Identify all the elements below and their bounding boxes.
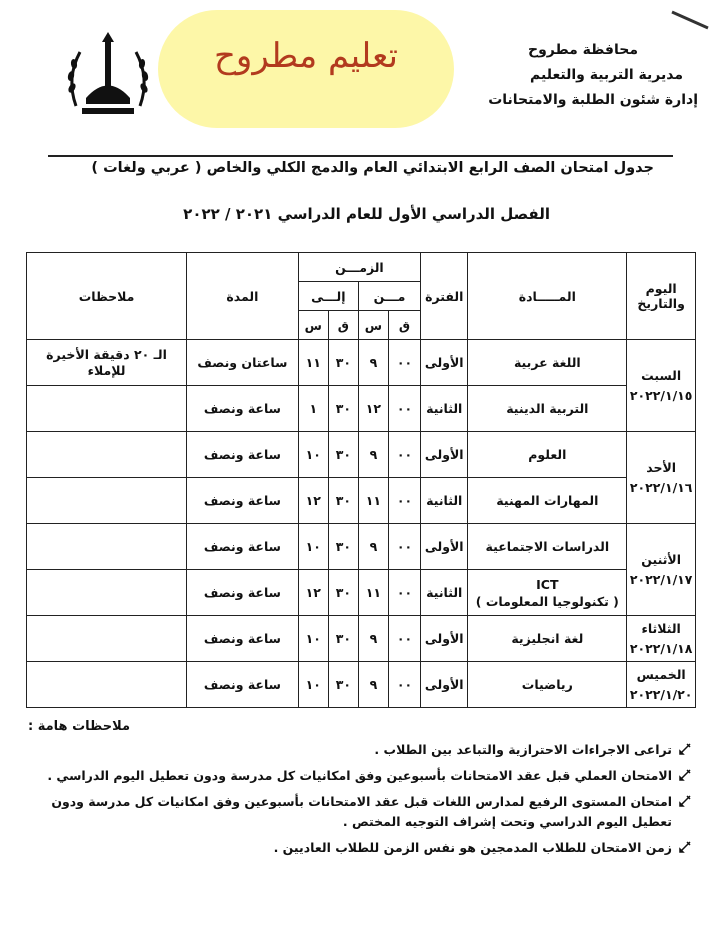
remark-cell xyxy=(27,616,187,662)
from-minute-cell: ٠٠ xyxy=(388,386,420,432)
to-hour-cell: ١٠ xyxy=(298,616,328,662)
remark-cell: الـ ٢٠ دقيقة الأخيرة للإملاء xyxy=(27,340,187,386)
day-date: ٢٠٢٢/١/١٧ xyxy=(629,571,693,587)
governorate-label: محافظة مطروح xyxy=(528,42,638,58)
day-date: ٢٠٢٢/١/١٥ xyxy=(629,387,693,403)
header-to: إلـــى xyxy=(298,282,358,311)
header-day-date: اليوم والتاريخ xyxy=(627,253,696,340)
remark-cell xyxy=(27,570,187,616)
pen-stroke-icon xyxy=(668,8,712,32)
subject-cell: الدراسات الاجتماعية xyxy=(468,524,627,570)
day-name: السبت xyxy=(641,367,682,383)
duration-cell: ساعة ونصف xyxy=(187,524,299,570)
remark-cell xyxy=(27,662,187,708)
header-duration: المدة xyxy=(187,253,299,340)
day-name: الأثنين xyxy=(641,551,682,567)
header-to-hour: س xyxy=(298,311,328,340)
header-from-minute: ق xyxy=(388,311,420,340)
subject-cell: التربية الدينية xyxy=(468,386,627,432)
subject-ict-sub: ( تكنولوجيا المعلومات ) xyxy=(475,593,619,609)
day-cell xyxy=(627,432,696,524)
table-row xyxy=(27,570,696,616)
schedule-subtitle: الفصل الدراسي الأول للعام الدراسي ٢٠٢١ / ٢٠٢٢ xyxy=(183,205,550,223)
to-minute-cell: ٣٠ xyxy=(328,662,358,708)
day-cell xyxy=(627,662,696,708)
period-cell: الثانية xyxy=(421,570,468,616)
period-cell: الأولى xyxy=(421,524,468,570)
remark-cell xyxy=(27,524,187,570)
list-item xyxy=(32,740,692,760)
to-minute-cell: ٣٠ xyxy=(328,432,358,478)
table-row xyxy=(27,524,696,570)
from-minute-cell: ٠٠ xyxy=(388,524,420,570)
to-hour-cell: ١٠ xyxy=(298,524,328,570)
subject-cell: لغة انجليزية xyxy=(468,616,627,662)
remark-cell xyxy=(27,386,187,432)
notes-title: ملاحظات هامة : xyxy=(28,719,130,734)
day-name: الخميس xyxy=(636,666,686,682)
note-text: امتحان المستوى الرفيع لمدارس اللغات قبل عقد الامتحانات بأسبوعين وفق امكانيات كل مدرسة ودون تعطيل اليوم الدراسي وتحت إشراف التوجيه المختص . xyxy=(51,794,672,829)
duration-cell: ساعتان ونصف xyxy=(187,340,299,386)
day-name: الأحد xyxy=(646,459,677,475)
from-minute-cell: ٠٠ xyxy=(388,662,420,708)
directorate-label: مديرية التربية والتعليم xyxy=(530,67,683,83)
to-hour-cell: ١ xyxy=(298,386,328,432)
header-time: الزمـــن xyxy=(298,253,420,282)
to-minute-cell: ٣٠ xyxy=(328,340,358,386)
list-item xyxy=(32,838,692,858)
table-row xyxy=(27,340,696,386)
to-minute-cell: ٣٠ xyxy=(328,616,358,662)
pencil-icon xyxy=(678,768,692,782)
duration-cell: ساعة ونصف xyxy=(187,478,299,524)
department-label: إدارة شئون الطلبة والامتحانات xyxy=(488,92,698,108)
to-hour-cell: ١٢ xyxy=(298,478,328,524)
day-name: الثلاثاء xyxy=(641,620,681,636)
from-hour-cell: ١٢ xyxy=(358,386,388,432)
from-minute-cell: ٠٠ xyxy=(388,340,420,386)
from-hour-cell: ٩ xyxy=(358,616,388,662)
period-cell: الثانية xyxy=(421,478,468,524)
duration-cell: ساعة ونصف xyxy=(187,386,299,432)
remark-cell xyxy=(27,478,187,524)
from-minute-cell: ٠٠ xyxy=(388,478,420,524)
period-cell: الثانية xyxy=(421,386,468,432)
day-date: ٢٠٢٢/١/١٨ xyxy=(629,640,693,656)
period-cell: الأولى xyxy=(421,662,468,708)
to-minute-cell: ٣٠ xyxy=(328,478,358,524)
note-text: الامتحان العملي قبل عقد الامتحانات بأسبوعين وفق امكانيات كل مدرسة ودون تعطيل اليوم الدراسي . xyxy=(47,768,672,783)
header-divider xyxy=(48,155,673,157)
period-cell: الأولى xyxy=(421,616,468,662)
day-cell xyxy=(627,616,696,662)
subject-cell: العلوم xyxy=(468,432,627,478)
duration-cell: ساعة ونصف xyxy=(187,570,299,616)
period-cell: الأولى xyxy=(421,340,468,386)
issuer-block xyxy=(398,38,698,113)
table-row xyxy=(27,386,696,432)
table-row xyxy=(27,432,696,478)
duration-cell: ساعة ونصف xyxy=(187,616,299,662)
day-cell xyxy=(627,524,696,616)
from-hour-cell: ٩ xyxy=(358,340,388,386)
to-minute-cell: ٣٠ xyxy=(328,386,358,432)
from-minute-cell: ٠٠ xyxy=(388,616,420,662)
day-cell xyxy=(627,340,696,432)
from-hour-cell: ٩ xyxy=(358,432,388,478)
to-hour-cell: ١٠ xyxy=(298,432,328,478)
pencil-icon xyxy=(678,840,692,854)
period-cell: الأولى xyxy=(421,432,468,478)
subject-cell xyxy=(468,570,627,616)
to-hour-cell: ١٠ xyxy=(298,662,328,708)
from-hour-cell: ٩ xyxy=(358,524,388,570)
pencil-icon xyxy=(678,742,692,756)
to-minute-cell: ٣٠ xyxy=(328,570,358,616)
day-date: ٢٠٢٢/١/٢٠ xyxy=(629,686,693,702)
from-minute-cell: ٠٠ xyxy=(388,432,420,478)
ministry-emblem-icon xyxy=(58,28,158,128)
list-item xyxy=(32,766,692,786)
header-subject: المـــــادة xyxy=(468,253,627,340)
duration-cell: ساعة ونصف xyxy=(187,662,299,708)
schedule-title: جدول امتحان الصف الرابع الابتدائي العام والدمج الكلي والخاص ( عربي ولغات ) xyxy=(91,160,654,176)
list-item xyxy=(32,792,692,832)
from-minute-cell: ٠٠ xyxy=(388,570,420,616)
header-from: مـــن xyxy=(358,282,420,311)
subject-cell: رياضيات xyxy=(468,662,627,708)
subject-cell: اللغة عربية xyxy=(468,340,627,386)
table-row xyxy=(27,616,696,662)
header-remarks: ملاحظات xyxy=(27,253,187,340)
exam-schedule-table xyxy=(26,252,696,708)
subject-cell: المهارات المهنية xyxy=(468,478,627,524)
duration-cell: ساعة ونصف xyxy=(187,432,299,478)
remark-cell xyxy=(27,432,187,478)
pencil-icon xyxy=(678,794,692,808)
subject-ict: ICT xyxy=(536,576,559,592)
header-from-hour: س xyxy=(358,311,388,340)
brand-title: تعليم مطروح xyxy=(213,36,399,76)
to-minute-cell: ٣٠ xyxy=(328,524,358,570)
note-text: زمن الامتحان للطلاب المدمجين هو نفس الزمن للطلاب العاديين . xyxy=(273,840,672,855)
to-hour-cell: ١١ xyxy=(298,340,328,386)
from-hour-cell: ١١ xyxy=(358,478,388,524)
table-row xyxy=(27,662,696,708)
table-row xyxy=(27,478,696,524)
header-period: الفترة xyxy=(421,253,468,340)
day-date: ٢٠٢٢/١/١٦ xyxy=(629,479,693,495)
notes-list xyxy=(32,740,692,864)
header-to-minute: ق xyxy=(328,311,358,340)
from-hour-cell: ١١ xyxy=(358,570,388,616)
note-text: تراعى الاجراءات الاحترازية والتباعد بين الطلاب . xyxy=(374,742,672,757)
from-hour-cell: ٩ xyxy=(358,662,388,708)
to-hour-cell: ١٢ xyxy=(298,570,328,616)
